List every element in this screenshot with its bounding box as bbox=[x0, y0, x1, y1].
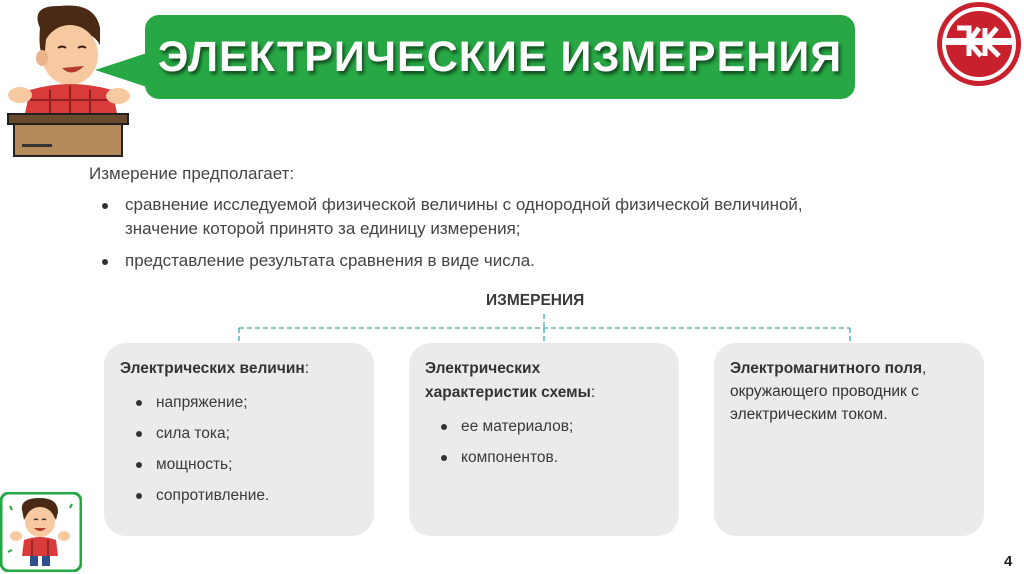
card-title: Электромагнитного поля, окружающего проводник с электрическим током. bbox=[730, 360, 927, 423]
card-electrical-quantities bbox=[104, 343, 374, 536]
card-electromagnetic-field bbox=[714, 343, 984, 536]
list-item: напряжение; bbox=[120, 387, 358, 418]
list-item: сила тока; bbox=[120, 418, 358, 449]
card-circuit-characteristics bbox=[409, 343, 679, 536]
list-item: сопротивление. bbox=[120, 480, 358, 511]
intro-text: Измерение предполагает: bbox=[89, 164, 295, 183]
kid-icon bbox=[0, 492, 82, 572]
list-item: мощность; bbox=[120, 449, 358, 480]
list-item: компонентов. bbox=[425, 442, 663, 473]
page-number: 4 bbox=[1004, 553, 1013, 570]
bullet-item: представление результата сравнения в виде числа. bbox=[100, 249, 830, 273]
card-title: Электрических характеристик схемы: bbox=[425, 360, 596, 401]
page-title: ЭЛЕКТРИЧЕСКИЕ ИЗМЕРЕНИЯ bbox=[157, 32, 843, 81]
bullet-item: сравнение исследуемой физической величины с однородной физической величиной, значение которой принято за единицу измерения; bbox=[100, 193, 830, 241]
diagram-heading: ИЗМЕРЕНИЯ bbox=[486, 292, 585, 309]
list-item: ее материалов; bbox=[425, 411, 663, 442]
card-title: Электрических величин: bbox=[120, 360, 310, 377]
